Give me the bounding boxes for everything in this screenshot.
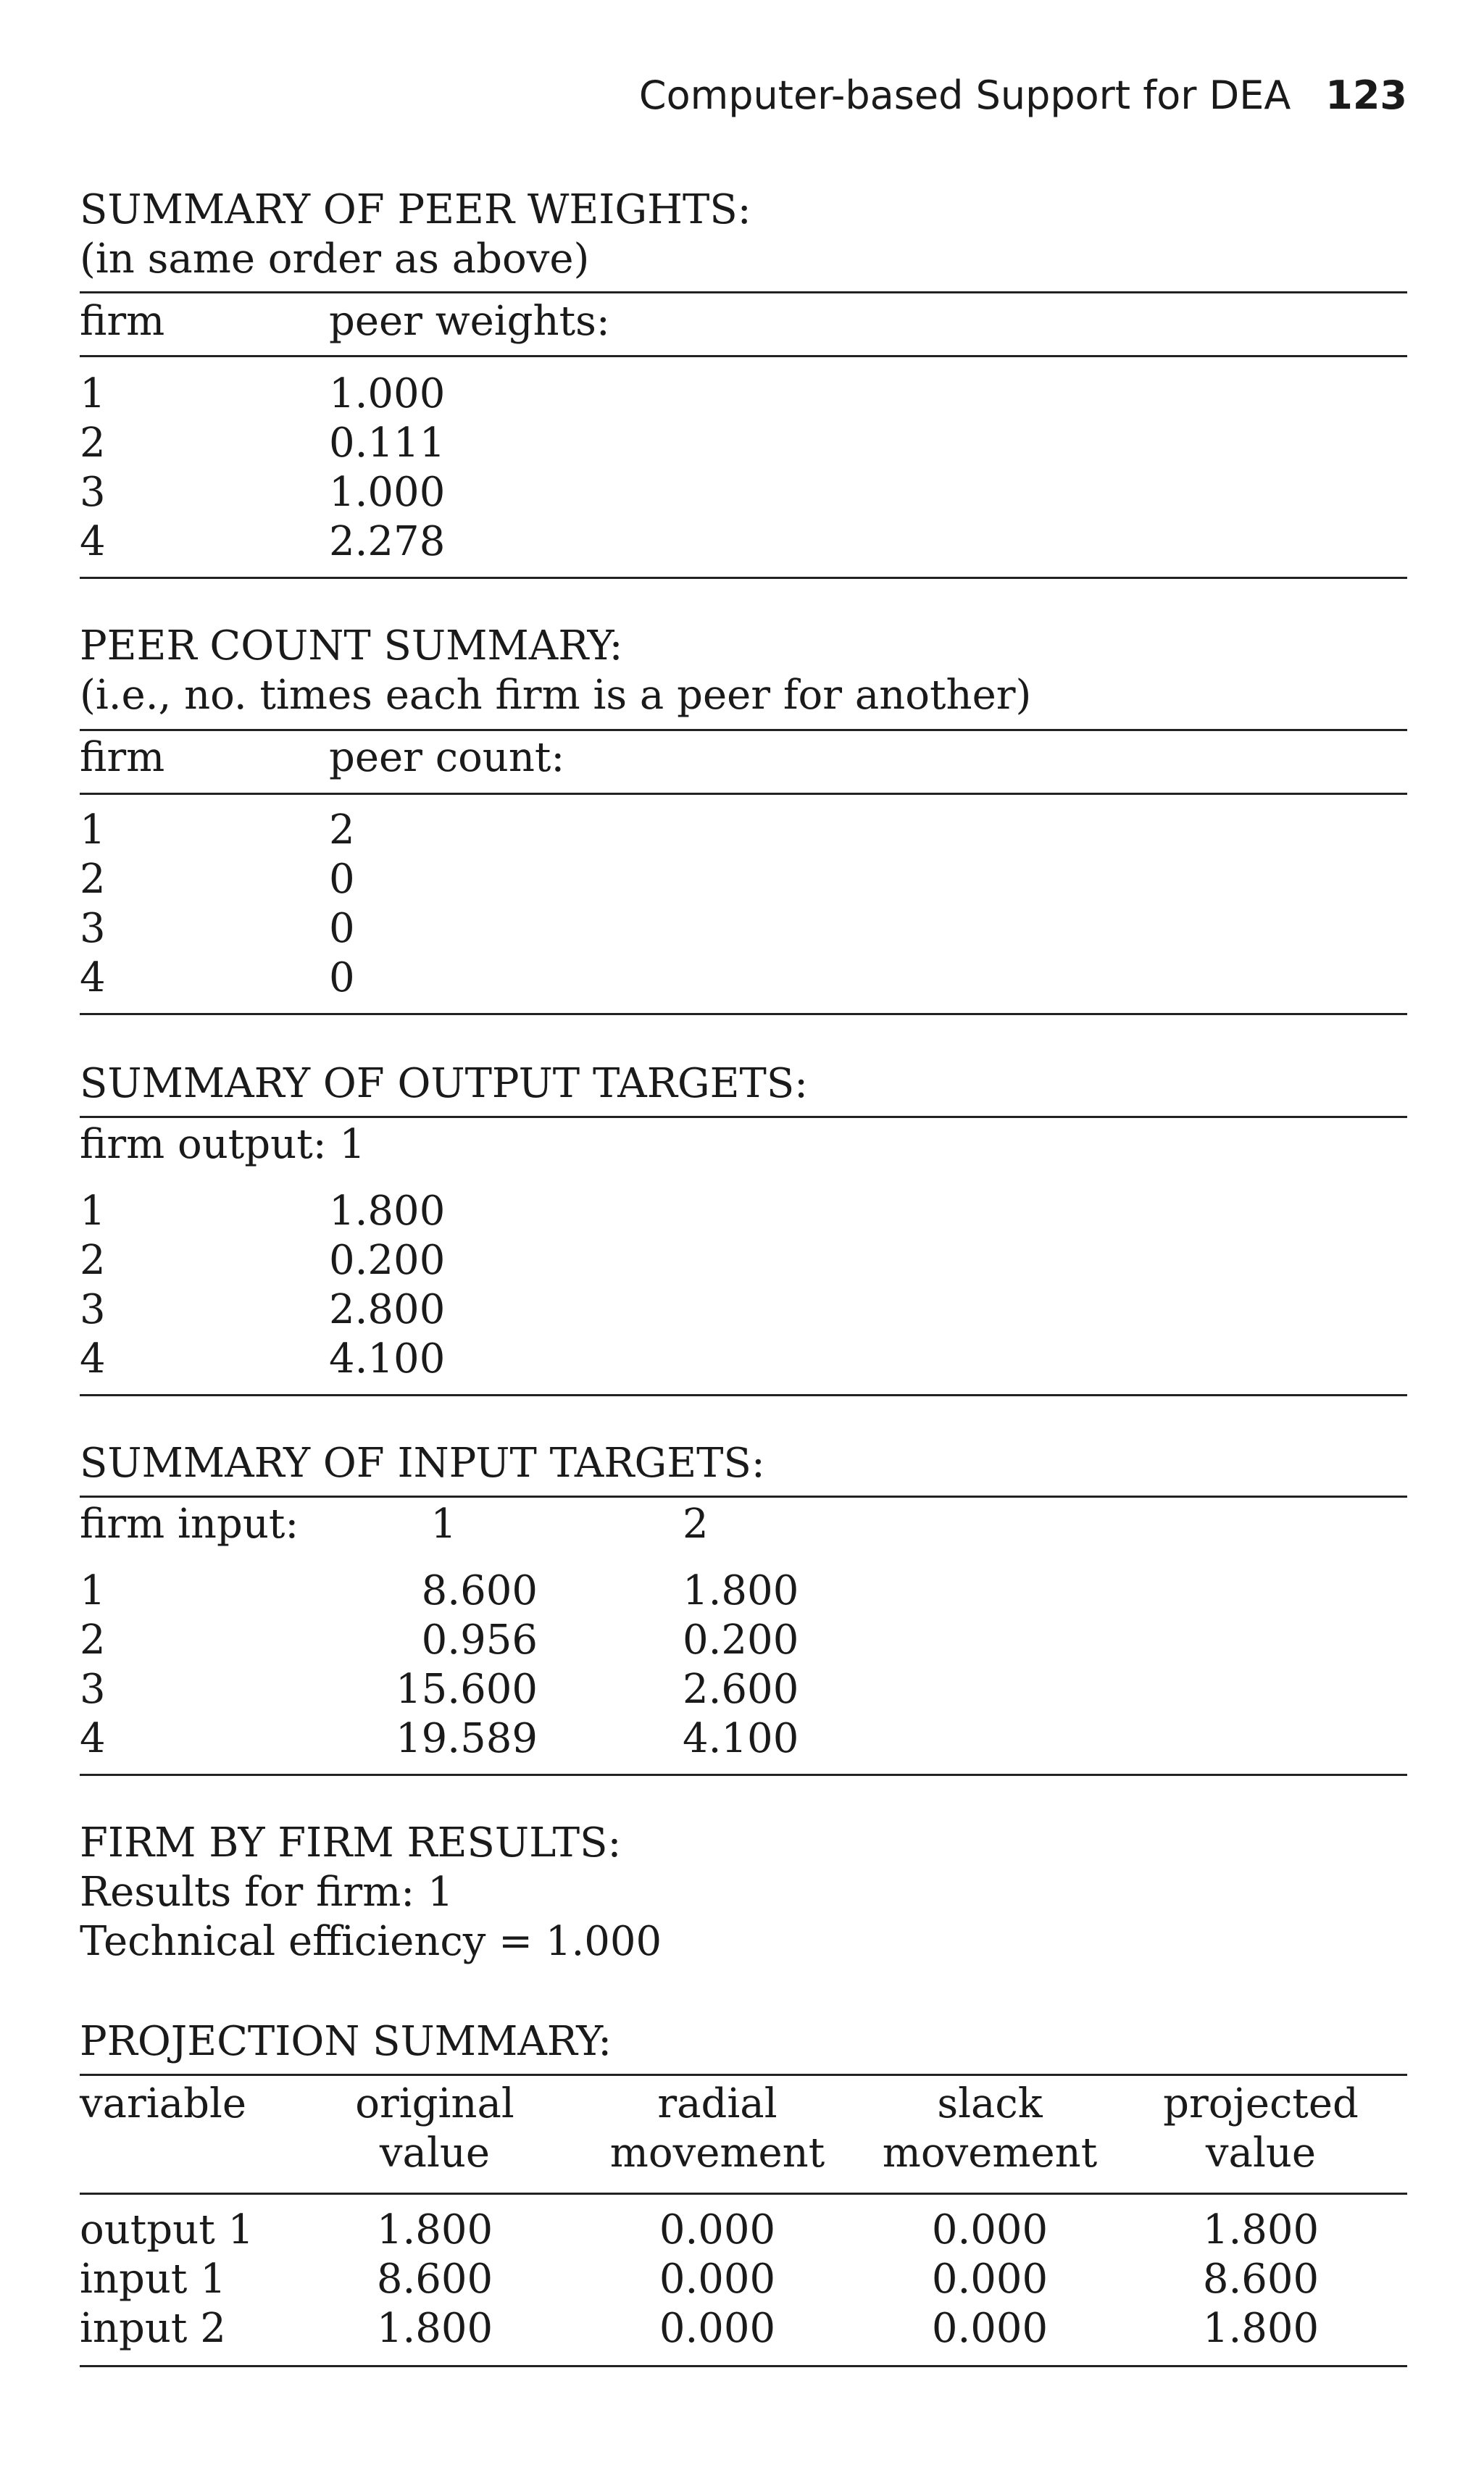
rule [80,1013,1407,1015]
table-row: 3 15.600 2.600 [80,1666,799,1713]
firm-line: Results for firm: 1 [80,1869,454,1916]
rule [80,729,1407,731]
col-firm: firm [80,734,165,781]
col-firm: firm [80,298,165,345]
section-subtitle: (i.e., no. times each firm is a peer for another) [80,672,1032,719]
running-head [639,72,1407,118]
page-number: 123 [1325,72,1407,118]
section-title: SUMMARY OF PEER WEIGHTS: [80,186,751,233]
rule [80,291,1407,293]
table-header: firm input: 1 2 [80,1501,709,1548]
col-value: peer weights: [329,298,610,345]
table-row: input 1 8.600 0.000 0.000 8.600 [80,2256,1320,2303]
section-title: FIRM BY FIRM RESULTS: [80,1819,622,1867]
running-title: Computer-based Support for DEA [638,72,1291,118]
table-header: variable original radial slack projected [80,2080,1359,2127]
rule [80,1774,1407,1776]
table-row: 4 19.589 4.100 [80,1715,799,1762]
rule [80,1496,1407,1498]
rule [80,1116,1407,1118]
table-header: firm output: 1 [80,1121,366,1168]
col-value: peer count: [329,734,565,781]
rule [80,355,1407,357]
section-subtitle: (in same order as above) [80,235,590,283]
efficiency-line: Technical efficiency = 1.000 [80,1918,662,1965]
table-row: output 1 1.800 0.000 0.000 1.800 [80,2206,1320,2253]
table-header: value movement movement value [379,2130,1317,2177]
rule [80,2193,1407,2195]
section-title: SUMMARY OF OUTPUT TARGETS: [80,1060,809,1107]
rule [80,1394,1407,1396]
rule [80,793,1407,795]
rule [80,2074,1407,2076]
table-row: 2 0.956 0.200 [80,1617,799,1664]
table-row: input 2 1.800 0.000 0.000 1.800 [80,2305,1320,2352]
section-title: SUMMARY OF INPUT TARGETS: [80,1440,765,1487]
table-row: 1 8.600 1.800 [80,1567,799,1614]
rule [80,2365,1407,2367]
rule [80,577,1407,579]
section-title: PEER COUNT SUMMARY: [80,622,623,670]
section-title: PROJECTION SUMMARY: [80,2018,612,2065]
